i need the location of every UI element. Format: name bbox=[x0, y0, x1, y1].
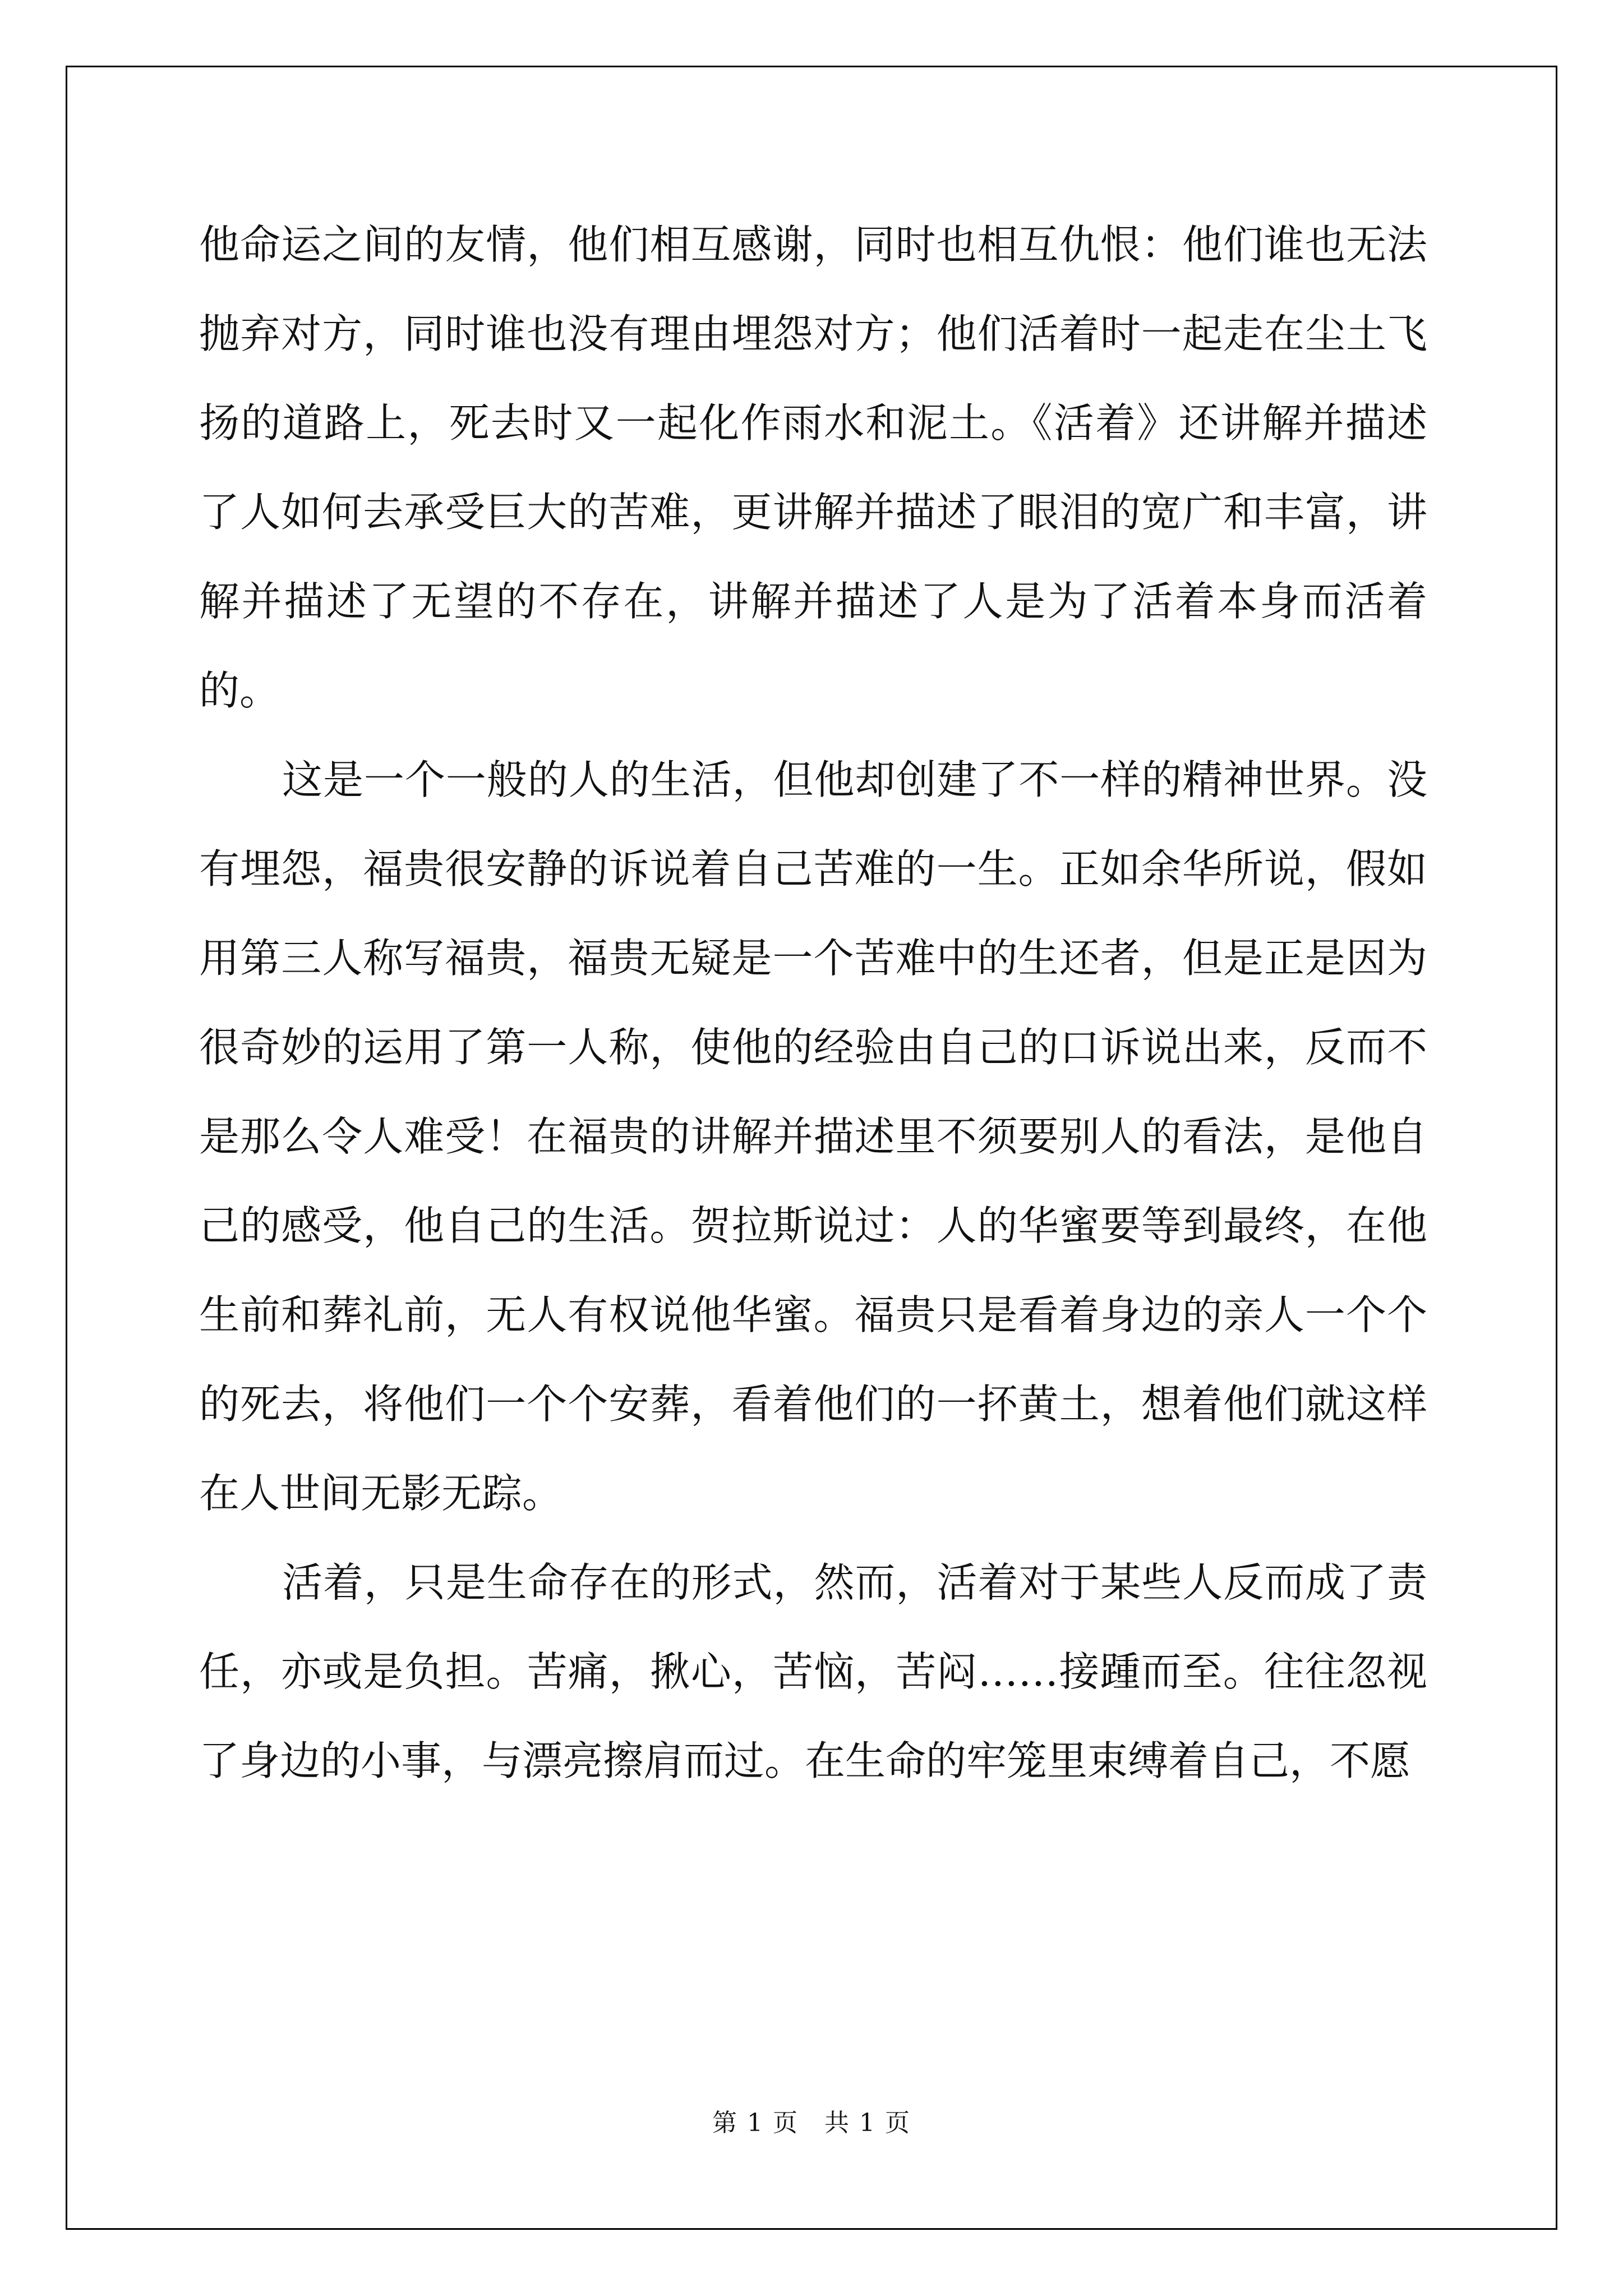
page-number-footer: 第 1 页 共 1 页 bbox=[712, 2109, 911, 2137]
paragraph-3: 活着，只是生命存在的形式，然而，活着对于某些人反而成了责任，亦或是负担。苦痛，揪心，苦恼，苦闷……接踵而至。往往忽视了身边的小事，与漂亮擦肩而过。在生命的牢笼里束缚着自己，不愿 bbox=[199, 1559, 1427, 1784]
paragraph-1: 他命运之间的友情，他们相互感谢，同时也相互仇恨：他们谁也无法抛弃对方，同时谁也没有理由埋怨对方；他们活着时一起走在尘土飞扬的道路上，死去时又一起化作雨水和泥土。《活着》还讲解并描述了人如何去承受巨大的苦难，更讲解并描述了眼泪的宽广和丰富，讲解并描述了无望的不存在，讲解并描述了人是为了活着本身而活着的。 bbox=[199, 221, 1427, 714]
document-body bbox=[199, 200, 1427, 1806]
paragraph-2: 这是一个一般的人的生活，但他却创建了不一样的精神世界。没有埋怨，福贵很安静的诉说着自己苦难的一生。正如余华所说，假如用第三人称写福贵，福贵无疑是一个苦难中的生还者，但是正是因为很奇妙的运用了第一人称，使他的经验由自己的口诉说出来，反而不是那么令人难受！在福贵的讲解并描述里不须要别人的看法，是他自己的感受，他自己的生活。贺拉斯说过：人的华蜜要等到最终，在他生前和葬礼前，无人有权说他华蜜。福贵只是看着身边的亲人一个个的死去，将他们一个个安葬，看着他们的一抔黄土，想着他们就这样在人世间无影无踪。 bbox=[199, 756, 1427, 1517]
